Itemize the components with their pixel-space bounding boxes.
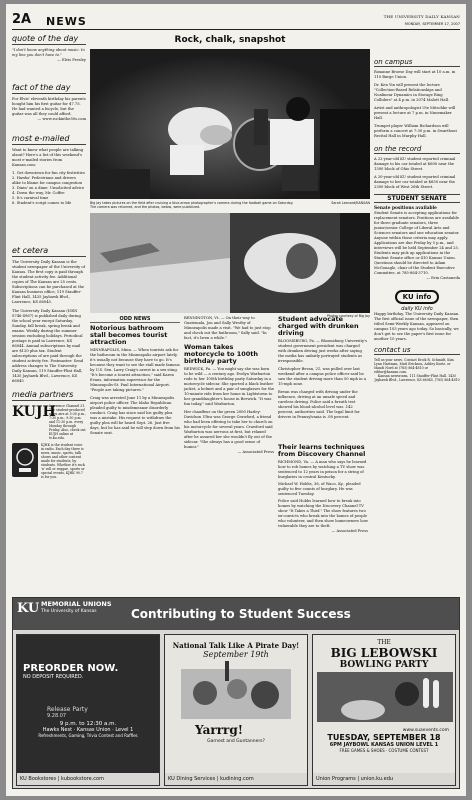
football-photo (90, 49, 370, 199)
woman-lead-text: BENNINGTON, Vt. — On their way to Guatemala, Jon and Sally Westby of Minneapolis made a visit. "We had to just stop and check out the bathroom," Sally said. "In fact, it's been a while." (184, 316, 271, 340)
lebowski-note: FREE GAMES & SHOES · COSTUME CONTEST (339, 748, 429, 753)
most-emailed-heading: most e-mailed (12, 134, 86, 145)
ku-info-badge: KU info (395, 290, 440, 304)
thief-article (278, 444, 368, 534)
list-item[interactable]: 6. Student's script comes to life (12, 201, 72, 205)
release-extra: Refreshments, Gaming, Trivia Contest and Raffles (38, 733, 138, 738)
list-item[interactable]: 1. Get downtown for fun city festivities (12, 171, 85, 175)
quote-heading: quote of the day (12, 34, 86, 45)
woman-body-2: Her chauffeur on the green 2000 Harley-Davidson Ultra was George Crawford, a friend who had been offering to take her to church on his motorcycle for several years. Crawford said Warburton was nervous at first, but relaxed after he assured her she wouldn't fly out of the sidecar. "She always has a good sense of humor." (184, 410, 273, 449)
thief-body-2: Michael W. Hobbs, 36, of Waco, Ky., pleaded guilty to five counts of burglary. He was sentenced Tuesday. (278, 482, 361, 496)
masthead: THE UNIVERSITY DAILY KANSAN (383, 14, 460, 19)
senate-credit: — Erin Castaneda (426, 276, 460, 280)
page-header (12, 10, 460, 30)
issue-date: MONDAY, SEPTEMBER 17, 2007 (404, 22, 460, 26)
fact-heading: fact of the day (12, 83, 86, 94)
kjhk-logo (12, 443, 38, 477)
lower-photo-credit: Photos courtesy of Big Jay (327, 314, 370, 318)
woman-motorcycle-column (184, 316, 274, 455)
field-illustration (90, 213, 370, 313)
pirate-date: September 19th (203, 650, 269, 659)
student-body-2: Christopher Bevan, 21, was pulled over last weekend after a campus police officer said he saw the student driving more than 50 mph in a 15-mph zone. (278, 367, 367, 386)
ad-headline: Contributing to Student Success (131, 607, 351, 621)
quote-text: "I don't know anything about music. In my line you don't have to." (12, 48, 85, 57)
campus-item: Roxanne Broese Day will start at 10 a.m. in 110 Burge Union. (374, 70, 456, 79)
daily-ku-info-text: Happy birthday, The University Daily Kansan. The first official issue of the newspaper, then titled Semi-Weekly Kansan, appeared on campus 103 years ago today. So basically, we don't get to see the paper's first issue for another 10 years. (374, 312, 460, 341)
odd-news-body-2: Craig was arrested June 11 by a Minneapolis airport police officer. The Idaho Republican pleaded guilty to misdemeanor disorderly conduct. Craig has since said his guilty plea was a mistake. His request to withdraw the guilty plea will be heard Sept. 26. Just five days, but he has said he will step down from his Senate seat. (90, 396, 180, 435)
thief-body-3: Police said Hobbs learned how to break into homes by watching the Discovery Channel TV show "It Takes a Thief." The show features two ex-convicts who break into the homes of people who volunteer, and then show homeowners how vulnerable they are to theft. (278, 499, 368, 528)
woman-body-1: REDWICK, Pa. — You might say she was born to be wild — a century ago. Evelyn Warburton rode to her 100th birthday party Saturday in a motorcycle sidecar. She sported a black leather jacket, a helmet and a pair of sunglasses for the 10-minute ride from her home in Lightstown to her granddaughter's house in Berwick. "It was fun today," said Warburton. (184, 367, 274, 406)
thief-credit: — Associated Press (331, 529, 368, 533)
contact-us-heading: contact us (374, 346, 460, 355)
photo-caption: Big Jay takes pictures on the field after cruising a blue-arrow photographer's camera during the football game on Saturday. The camera was returned, and the photos, below, were publicized. (90, 201, 294, 209)
record-item: A 22-year-old KU student reported criminal damage to his car totaled at $600 near the 1300 block of Ohio Street. (374, 157, 456, 171)
list-item[interactable]: 5. It's carnival time (12, 196, 49, 200)
memorial-unions-ad (12, 597, 460, 789)
senate-text: Student Senate is accepting applications for replacement senators. Positions are available for three graduate senators, three junior/senior College of Liberal Arts and Sciences senators and one education senator. Anyone within those criteria may apply. Applications are due Friday by 5 p.m., and interviews will be held September 24 and 25. Students may pick up applications in the Student Senate office or 410 Kansas Union. Questions should be directed to Adam McGonagle, chair of the Student Executive Committee, at 785-864-3710. (374, 211, 460, 275)
student-advocate-column (278, 316, 368, 420)
senate-subhead: Senate positions available (374, 206, 437, 211)
pirate-sub: Garnest and Guntanners? (207, 739, 265, 744)
release-where: Hawks Nest · Kansas Union · Level 1 (42, 727, 134, 733)
list-item[interactable]: 2. Hawks' Pedestrians and drivers alike to blame for campus congestion (12, 176, 83, 185)
preorder-panel (16, 634, 160, 786)
newspaper-page (6, 4, 466, 796)
release-date: 9.28.07 (47, 713, 67, 719)
bookstore-footer: KU Bookstores | kubookstore.com (17, 773, 159, 785)
contact-address: Kansan newsroom, 111 Stauffer-Flint Hall, 1435 Jayhawk Blvd., Lawrence, KS 66045, (785) 864-4810 (374, 374, 460, 382)
thief-body-1: RICHMOND, Va. — A man who says he learned how to rob homes by watching a TV show was sentenced to 12 years in prison for a string of burglaries in central Kentucky. (278, 460, 367, 479)
most-emailed-list (12, 171, 86, 206)
odd-news-column (90, 316, 180, 436)
ku-logo: KU (17, 601, 40, 616)
release-time: 9 p.m. to 12:30 a.m. (59, 721, 117, 727)
preorder-title: PREORDER NOW. (23, 663, 119, 674)
lebowski-sub: BOWLING PARTY (339, 660, 429, 670)
pirate-yarrg: Yarrrg! (195, 723, 244, 737)
campus-item: Dr. Ken Yin will present the lecture "Collection-Based Relationships and Nonlinear Dynamics in Storage Ring Colliders" at 4 p.m. in 2074 Malott Hall. (374, 83, 450, 102)
student-body-1: BLOOMSBURG, Pa. — Bloomsburg University's student government president was charged with drunken driving just weeks after saying the media has unfairly portrayed students as irresponsible. (278, 339, 367, 363)
daily-ku-info-label: daily KU info (401, 306, 433, 312)
fact-source: — www.rockinthe50s.com (37, 117, 86, 121)
quote-attribution: — Elvis Presley (57, 58, 86, 62)
photo-illustration (90, 49, 370, 199)
university-label: The University of Kansas (41, 609, 97, 614)
ad-banner (13, 598, 459, 630)
pirate-illustration (165, 659, 308, 719)
lebowski-where: 6PM JAYBOWL KANSAS UNION LEVEL 1 (329, 742, 439, 748)
union-programs-footer: Union Programs | union.ku.edu (313, 773, 455, 785)
lebowski-panel (312, 634, 456, 786)
lebowski-url: www.suaevents.com (402, 728, 449, 733)
media-partners-heading: media partners (12, 390, 86, 401)
kujh-text: Lawrence Channel 31. The student-produced news airs at 5:30 p.m., 7:30 p.m., 9:30 p.m. and 11:30 p.m. every Monday through Friday. Also, check out KUJH online at tv.ku.edu. (49, 404, 86, 440)
memorial-unions-label: MEMORIAL UNIONS (41, 600, 112, 608)
contact-text: Tell us your news. Contact Erick R. Schmidt, Kim Lynn Hartman, Matt Erickson, Ashley Kurtz, or Mandi Nord at (785) 864-4810 or editor@kansan.com. (374, 358, 454, 374)
most-emailed-intro: Want to know what people are talking about? Here's a list of this weekend's most e-mailed stories from Kansan.com: (12, 148, 84, 167)
et-cetera-text-2: The University Daily Kansan (ISSN 0746-4967) is published daily during the school year except Saturday, Sunday, fall break, spring break and exams. Weekly during the summer session excluding holidays. Periodical postage is paid in Lawrence, KS 66044. Annual subscriptions by mail are $120 plus tax. Student subscriptions of are paid through the student activity fee. Postmaster: Send address changes to The University Daily Kansan, 119 Stauffer-Flint Hall, 1435 Jayhawk Blvd., Lawrence, KS 66045 (12, 309, 84, 383)
release-party: Release Party (47, 706, 88, 713)
odd-news-headline-1: Notorious bathroom stall becomes tourist attraction (90, 324, 168, 346)
et-cetera-heading: et cetera (12, 246, 86, 257)
odd-news-body-1: MINNEAPOLIS, Minn. — When tourists ask for the bathroom in the Minneapolis airport lately, it's usually not because they have to go. It's because they want to see the stall made famous by U.S. Sen. Larry Craig's arrest in a sex sting. "It's become a tourist attraction," said Karen Evans, information supervisor for the Minneapolis-St. Paul International Airport. "People are taking pictures." (90, 348, 180, 392)
lebowski-title: BIG LEBOWSKI (330, 646, 438, 660)
page-number: 2A (12, 12, 32, 27)
pirate-day-panel (164, 634, 308, 786)
student-body-3: Bevan was charged with driving under the influence, driving at an unsafe speed and careless driving. Police said a breath test showed his blood-alcohol level was .142 percent, authorities said. The legal limit for drivers in Pennsylvania is .08 percent. (278, 390, 360, 419)
dining-footer: KU Dining Services | kudining.com (165, 773, 307, 785)
right-column (374, 58, 460, 382)
fact-text: For Elvis' eleventh birthday his parents bought him his first guitar for $7.75. He had wanted a bicycle, but the guitar was all they could afford. (12, 97, 86, 116)
on-the-record-heading: on the record (374, 145, 460, 154)
lebowski-the: THE (377, 639, 391, 646)
list-item[interactable]: 3. Dinin' on a dime: Unsolicited advice (12, 186, 85, 190)
kjhk-text: KJHK is the student voice in radio. Each day there is news, music, sports, talk shows and other content made for students, by students. Whether it's rock 'n' roll or reggae, sports or special events, KJHK 90.7 is for you. (41, 443, 85, 479)
woman-credit: — Associated Press (237, 450, 274, 454)
thief-headline: Their learns techniques from Discovery Channel (278, 443, 366, 458)
list-item[interactable]: 4. Down the way, Mr. Coffee (12, 191, 65, 195)
woman-headline: Woman takes motorcycle to 100th birthday party (184, 343, 258, 365)
kujh-logo: KUJH (12, 404, 56, 420)
photo-headline: Rock, chalk, snapshot (174, 35, 286, 45)
pirate-title: National Talk Like A Pirate Day! (172, 641, 300, 650)
preorder-sub: NO DEPOSIT REQUIRED. (23, 674, 84, 680)
record-item: A 20-year-old KU student reported criminal damage to her car totaled at $650 near the 2300 block of West 26th Street. (374, 175, 456, 189)
section-label: NEWS (46, 15, 87, 28)
campus-item: Trumpet player William Richardson will perform a concert at 7:30 p.m. in Swarthout Recital Hall in Murphy Hall. (374, 124, 457, 138)
left-column (12, 34, 86, 479)
campus-item: Artist and anthropologist Ute Mitschke will present a lecture at 7 p.m. in Nunemaker Hall. (374, 106, 456, 120)
et-cetera-text-1: The University Daily Kansan is the student newspaper of the University of Kansas. The first copy is paid through the student activity fee. Additional copies of The Kansan are 25 cents. Subscriptions can be purchased at the Kansan business office, 119 Stauffer-Flint Hall, 1435 Jayhawk Blvd., Lawrence, KS 66045. (12, 260, 86, 304)
ku-info-logo (374, 284, 460, 304)
lebowski-date: TUESDAY, SEPTEMBER 18 (327, 733, 441, 742)
bowling-illustration (313, 670, 456, 724)
photo-credit: Sarah Leonard/KANSAN (331, 201, 370, 205)
field-photos (90, 213, 370, 313)
student-senate-heading: STUDENT SENATE (374, 194, 460, 203)
on-campus-heading: on campus (374, 58, 460, 67)
odd-news-heading: ODD NEWS (90, 316, 180, 323)
student-headline: Student advocate charged with drunken driving (278, 315, 359, 337)
